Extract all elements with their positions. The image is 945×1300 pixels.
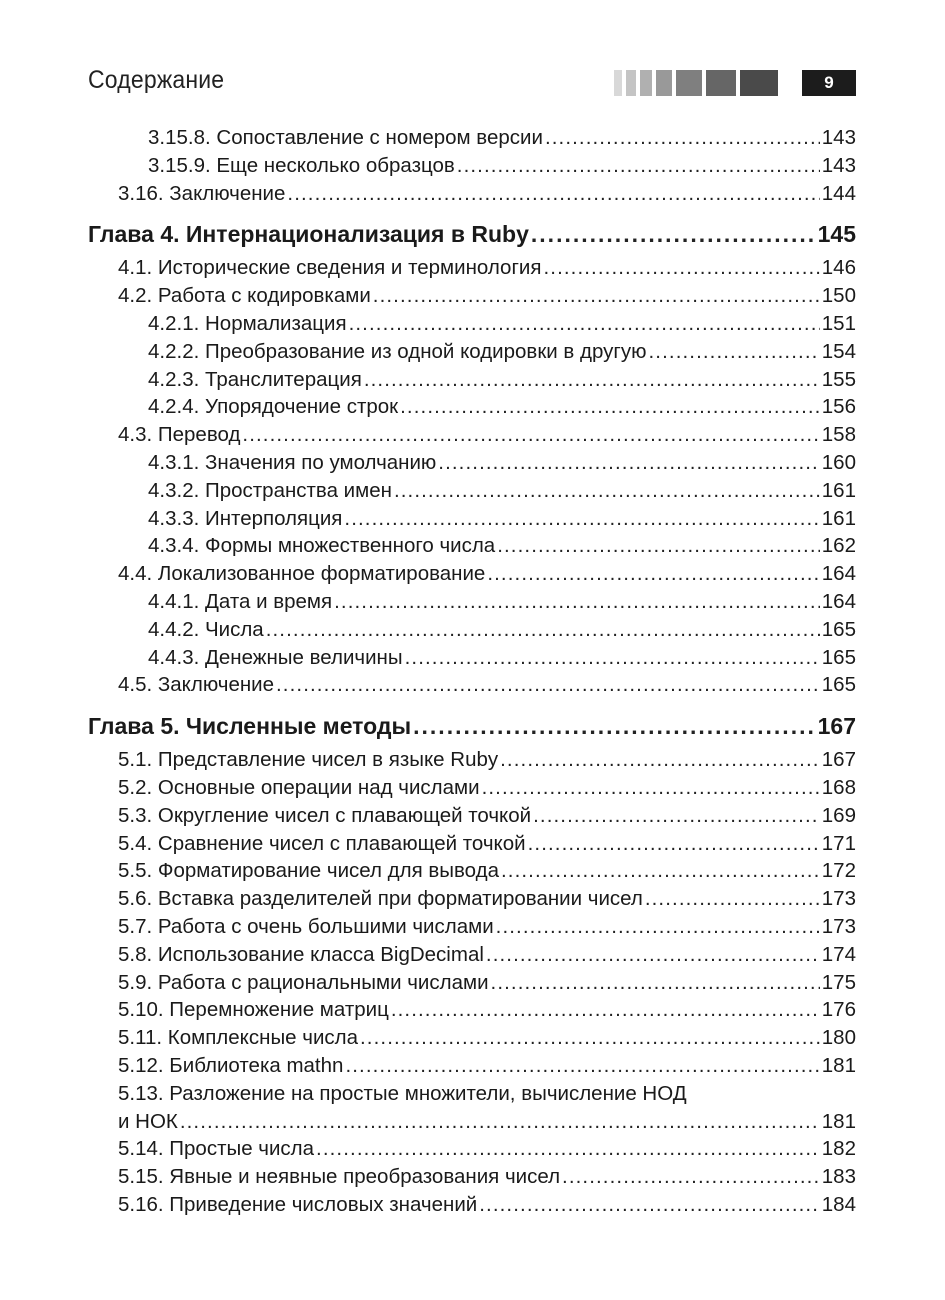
toc-entry-title: 5.8. Использование класса BigDecimal [118,942,484,966]
toc-entry [88,310,856,338]
toc-page-number: 156 [821,395,856,419]
dot-leader [545,124,820,152]
toc-entry [88,913,856,941]
toc-page-number: 183 [821,1165,856,1189]
toc-page-number: 181 [821,1053,856,1077]
header-block [740,70,778,96]
toc-entry-title: Глава 5. Численные методы [88,713,412,740]
dot-leader [500,746,820,774]
toc-entry [88,449,856,477]
toc-entry-title: 5.14. Простые числа [118,1137,315,1161]
toc-page-number: 164 [821,562,856,586]
toc-entry [88,254,856,282]
dot-leader [391,996,820,1024]
toc-entry [88,616,856,644]
toc-page-number: 180 [821,1026,856,1050]
toc-entry [88,124,856,152]
toc-entry-title: 5.5. Форматирование чисел для вывода [118,859,499,883]
dot-leader [373,282,820,310]
toc-page-number: 173 [821,887,856,911]
dot-leader [266,616,820,644]
toc-entry-title: 3.16. Заключение [118,181,286,205]
dot-leader [287,180,819,208]
toc-entry [88,885,856,913]
toc-entry [88,421,856,449]
toc-entry-title: 4.4.1. Дата и время [148,589,333,613]
toc-page-number: 174 [821,942,856,966]
toc-entry-title: 4.4.2. Числа [148,617,264,641]
toc-page-number: 171 [821,831,856,855]
toc-entry [88,1191,856,1219]
toc-page-number: 146 [821,256,856,280]
dot-leader [531,219,816,250]
dot-leader [413,711,815,742]
toc-chapter [88,711,856,742]
dot-leader [562,1163,820,1191]
toc-entry-title: 3.15.8. Сопоставление с номером версии [148,126,543,149]
toc-entry-title: 4.3.3. Интерполяция [148,506,343,530]
table-of-contents [88,124,856,1219]
toc-entry-title: 5.1. Представление чисел в языке Ruby [118,748,499,772]
toc-entry [88,644,856,672]
toc-page-number: 160 [821,450,856,474]
toc-entry [88,1052,856,1080]
dot-leader [501,857,820,885]
dot-leader [487,560,819,588]
toc-page-number: 169 [821,803,856,827]
dot-leader [457,152,820,180]
dot-leader [491,969,820,997]
toc-entry-title: 5.15. Явные и неявные преобразования чисел [118,1165,561,1189]
toc-entry-title: 4.4. Локализованное форматирование [118,562,486,586]
toc-entry [88,393,856,421]
toc-page-number: 165 [821,617,856,641]
toc-entry [88,996,856,1024]
toc-page-number: 164 [821,589,856,613]
dot-leader [528,830,820,858]
toc-entry-title: 4.3. Перевод [118,423,241,447]
toc-page-number: 182 [821,1137,856,1161]
dot-leader [349,310,820,338]
toc-entry-title: 4.2.1. Нормализация [148,311,347,335]
dot-leader [533,802,820,830]
toc-entry [88,802,856,830]
toc-entry [88,671,856,699]
toc-entry [88,560,856,588]
toc-page-number: 167 [821,748,856,772]
toc-entry-title: 4.2. Работа с кодировками [118,284,371,308]
toc-page-number: 162 [821,534,856,558]
toc-page-number: 155 [821,367,856,391]
toc-entry-title: 4.4.3. Денежные величины [148,645,403,669]
dot-leader [400,393,820,421]
toc-page-number: 150 [821,284,856,308]
dot-leader [242,421,819,449]
dot-leader [394,477,820,505]
header-block [614,70,622,96]
dot-leader [486,941,820,969]
toc-entry [88,366,856,394]
toc-entry-title: 5.13. Разложение на простые множители, вычисление НОД [118,1081,687,1105]
toc-entry-title: 4.3.1. Значения по умолчанию [148,450,437,474]
header-block [676,70,702,96]
toc-page-number: 173 [821,914,856,938]
toc-page-number: 181 [821,1109,856,1133]
toc-entry-title: 4.2.3. Транслитерация [148,367,362,391]
toc-entry [88,746,856,774]
toc-page-number: 154 [821,339,856,363]
toc-entry-title: 4.3.2. Пространства имен [148,478,392,502]
toc-entry-title: 5.3. Округление чисел с плавающей точкой [118,803,532,827]
dot-leader [482,774,820,802]
toc-entry-title: 5.7. Работа с очень большими числами [118,914,494,938]
toc-entry [88,969,856,997]
toc-page-number: 158 [821,423,856,447]
toc-page-number: 143 [821,153,856,177]
toc-entry-title: 5.9. Работа с рациональными числами [118,970,489,994]
toc-entry [88,1080,856,1108]
toc-entry [88,588,856,616]
toc-entry [88,830,856,858]
toc-entry [88,532,856,560]
toc-entry-title: 5.16. Приведение числовых значений [118,1192,478,1216]
toc-entry [88,282,856,310]
dot-leader [497,532,820,560]
toc-entry-title: 4.1. Исторические сведения и терминология [118,256,542,280]
header-block [656,70,672,96]
dot-leader [276,671,820,699]
toc-entry-title: 4.2.2. Преобразование из одной кодировки в другую [148,339,647,363]
dot-leader [334,588,820,616]
dot-leader [344,505,819,533]
toc-page-number: 143 [821,126,856,149]
toc-entry-title: 4.3.4. Формы множественного числа [148,534,496,558]
toc-page-number: 165 [821,673,856,697]
dot-leader [649,338,820,366]
toc-entry [88,1108,856,1136]
toc-page-number: 151 [821,311,856,335]
page-number: 9 [802,70,856,96]
dot-leader [405,644,820,672]
toc-page-number: 176 [821,998,856,1022]
toc-entry [88,505,856,533]
toc-entry-title: 4.5. Заключение [118,673,275,697]
toc-chapter [88,219,856,250]
toc-entry [88,338,856,366]
toc-entry [88,1135,856,1163]
dot-leader [479,1191,820,1219]
toc-entry-title: 5.12. Библиотека mathn [118,1053,344,1077]
header-block [626,70,636,96]
toc-entry [88,1024,856,1052]
toc-page-number: 161 [821,506,856,530]
toc-entry-title: 5.11. Комплексные числа [118,1026,359,1050]
toc-entry [88,1163,856,1191]
toc-page-number: 145 [817,221,856,248]
toc-entry-title: 5.10. Перемножение матриц [118,998,389,1022]
dot-leader [438,449,819,477]
toc-page-number: 175 [821,970,856,994]
dot-leader [316,1135,820,1163]
header-decorative-blocks [614,70,782,96]
toc-entry-title: 5.2. Основные операции над числами [118,775,480,799]
toc-page-number: 165 [821,645,856,669]
dot-leader [180,1108,820,1136]
dot-leader [345,1052,819,1080]
header-block [640,70,652,96]
dot-leader [543,254,819,282]
toc-entry-title: 4.2.4. Упорядочение строк [148,395,399,419]
toc-entry-title: 5.6. Вставка разделителей при форматировании чисел [118,887,643,911]
toc-page-number: 161 [821,478,856,502]
toc-entry [88,152,856,180]
toc-entry [88,774,856,802]
running-head-title: Содержание [88,66,225,94]
toc-page-number: 172 [821,859,856,883]
dot-leader [364,366,820,394]
toc-entry-title: 5.4. Сравнение чисел с плавающей точкой [118,831,526,855]
toc-entry [88,857,856,885]
toc-page-number: 167 [817,713,856,740]
toc-entry-title: и НОК [118,1109,178,1133]
toc-page-number: 184 [821,1192,856,1216]
header-block [706,70,736,96]
dot-leader [496,913,820,941]
toc-page-number: 168 [821,775,856,799]
toc-entry [88,477,856,505]
toc-entry-title: 3.15.9. Еще несколько образцов [148,153,455,177]
toc-page-number: 144 [821,181,856,205]
dot-leader [645,885,820,913]
toc-entry [88,180,856,208]
page-header [88,66,856,100]
toc-entry-title: Глава 4. Интернационализация в Ruby [88,221,529,248]
toc-entry [88,941,856,969]
dot-leader [360,1024,820,1052]
